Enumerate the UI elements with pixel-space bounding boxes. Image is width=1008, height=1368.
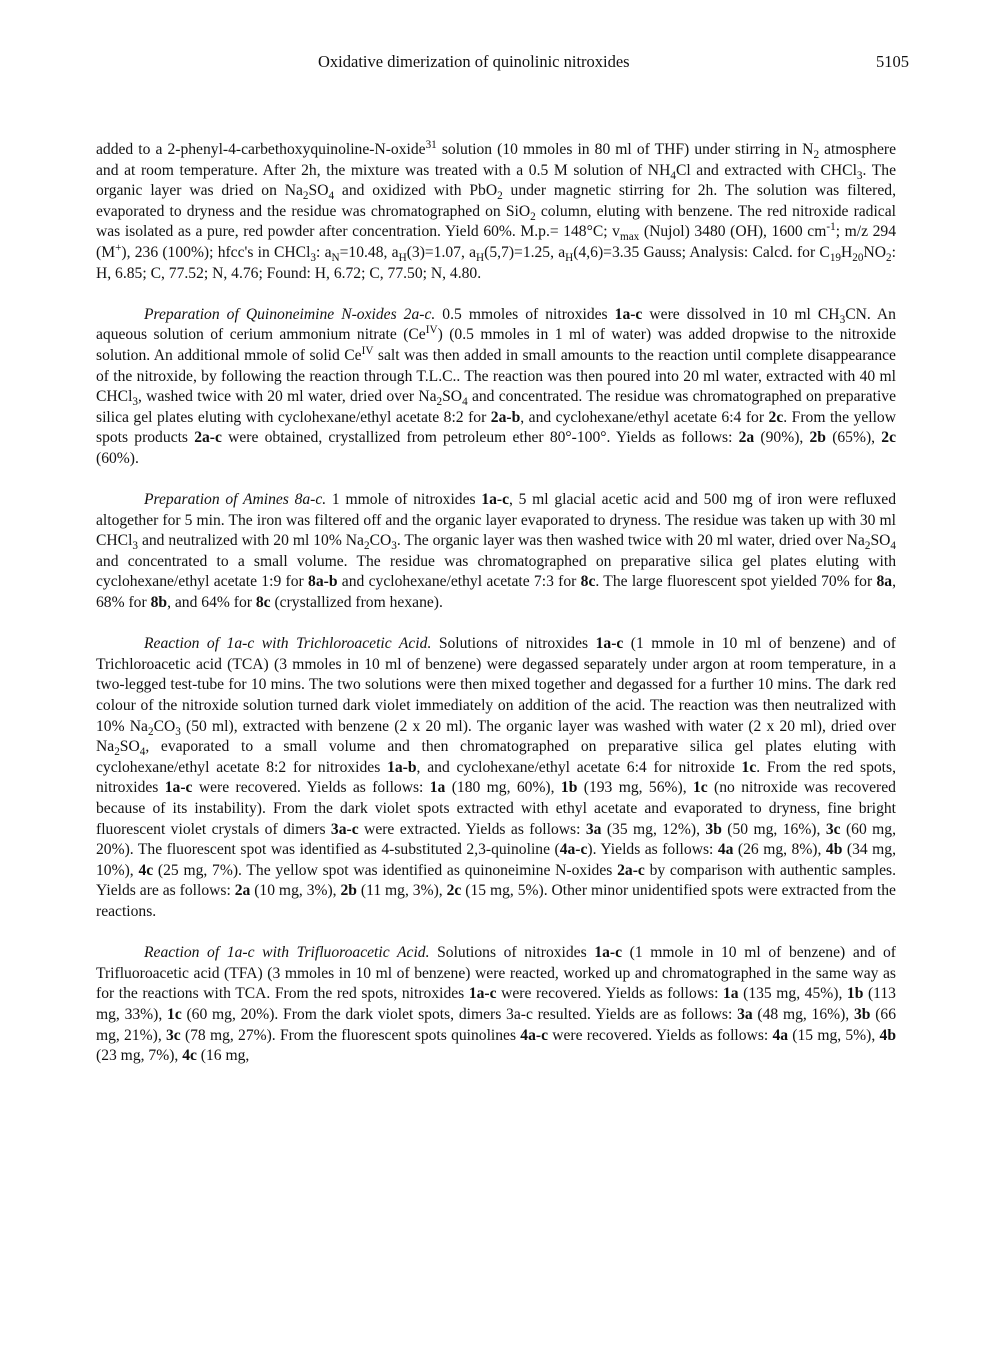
paragraph-heading: Reaction of 1a-c with Trichloroacetic Acid. (144, 635, 432, 653)
paragraph-heading: Preparation of Quinoneimine N-oxides 2a-c. (144, 305, 436, 323)
running-title: Oxidative dimerization of quinolinic nitroxides (318, 52, 630, 71)
page-number: 5105 (876, 52, 909, 71)
paragraph-text: 1 mmole of nitroxides 1a-c, 5 ml glacial acetic acid and 500 mg of iron were refluxed altogether for 5 min. The iron was filtered off and the organic layer evaporated to dryness. The residue was taken up with 30 ml CHCl$_3$ and neutralized with 20 ml 10% $Na_2CO_3$. The organic layer was then washed twice with 20 ml water, dried over $Na_2SO_4$ and concentrated to a small volume. The residue was chromatographed on preparative silica gel plates eluting with cyclohexane/ethyl acetate 1:9 for 8a-b and cyclohexane/ethyl acetate 7:3 for 8c. The large fluorescent spot yielded 70% for 8a, 68% for 8b, and 64% for 8c (crystallized from hexane). (96, 491, 896, 612)
paragraph-amines (96, 490, 896, 614)
paragraph-text: added to a 2-phenyl-4-carbethoxyquinoline-N-oxide$^{31}$ solution (10 mmoles in 80 ml of THF) under stirring in $N_2$ atmosphere and at room temperature. After 2h, the mixture was treated with a 0.5 M solution of $NH_4Cl$ and extracted with CHCl$_3$. The organic layer was dried on $Na_2SO_4$ and oxidized with PbO$_2$ under magnetic stirring for 2h. The solution was filtered, evaporated to dryness and the residue was chromatographed on SiO$_2$ column, eluting with benzene. The red nitroxide radical was isolated as a pure, red powder after concentration. Yield 60%. M.p.= 148°C; $v_{max}$ (Nujol) 3480 (OH), 1600 $cm^{-1}$; m/z 294 (M+), 236 (100%); hfcc's in CHCl$_3$: $a_N=10.48$, $a_H(3)=1.07$, $a_H(5,7)=1.25$, $a_H(4,6)=3.35$ Gauss; Analysis: Calcd. for $C_{19}H_{20}NO_2$: H, 6.85; C, 77.52; N, 4.76; Found: H, 6.72; C, 77.50; N, 4.80. (96, 138, 897, 282)
paragraph-text: Solutions of nitroxides 1a-c (1 mmole in 10 ml of benzene) and of Trichloroacetic acid (TCA) (3 mmoles in 10 ml of benzene) were degassed separately under argon at room temperature, in a two-legged test-tube for 10 mins. The two solutions were then mixed together and degassed for a further 10 mins. The dark red colour of the nitroxide solution turned dark violet immediately on addition of the acid. The reaction was then neutralized with 10% $Na_2CO_3$ (50 ml), extracted with benzene (2 x 20 ml). The organic layer was washed with water (2 x 20 ml), dried over $Na_2SO_4$, evaporated to a small volume and then chromatographed on preparative silica gel plates eluting with cyclohexane/ethyl acetate 8:2 for nitroxides 1a-b, and cyclohexane/ethyl acetate 6:4 for nitroxide 1c. From the red spots, nitroxides 1a-c were recovered. Yields as follows: 1a (180 mg, 60%), 1b (193 mg, 56%), 1c (no nitroxide was recovered because of its instability). From the dark violet spots extracted with ethyl acetate and evaporated to dryness, fine bright fluorescent violet crystals of dimers 3a-c were extracted. Yields as follows: 3a (35 mg, 12%), 3b (50 mg, 16%), 3c (60 mg, 20%). The fluorescent spot was identified as 4-substituted 2,3-quinoline (4a-c). Yields as follows: 4a (26 mg, 8%), 4b (34 mg, 10%), 4c (25 mg, 7%). The yellow spot was identified as quinoneimine N-oxides 2a-c by comparison with authentic samples. Yields are as follows: 2a (10 mg, 3%), 2b (11 mg, 3%), 2c (15 mg, 5%). Other minor unidentified spots were extracted from the reactions. (96, 635, 896, 920)
paragraph-tfa (96, 943, 896, 1067)
paragraph-heading: Reaction of 1a-c with Trifluoroacetic Acid. (144, 944, 430, 962)
article-body (96, 140, 896, 1087)
running-header (0, 52, 1008, 76)
paragraph-heading: Preparation of Amines 8a-c. (144, 491, 327, 509)
paragraph-quinoneimine (96, 305, 896, 470)
paragraph-tca (96, 634, 896, 922)
paragraph-continued (96, 140, 896, 284)
paragraph-text: 0.5 mmoles of nitroxides 1a-c were dissolved in 10 ml $CH_3CN$. An aqueous solution of cerium ammonium nitrate $(Ce^{IV})$ (0.5 mmoles in 1 ml of water) was added dropwise to the nitroxide solution. An additional mmole of solid $Ce^{IV}$ salt was then added in small amounts to the reaction until complete disappearance of the nitroxide, by following the reaction through T.L.C.. The reaction was then poured into 20 ml water, extracted with 40 ml CHCl$_3$, washed twice with 20 ml water, dried over $Na_2SO_4$ and concentrated. The residue was chromatographed on preparative silica gel plates eluting with cyclohexane/ethyl acetate 8:2 for 2a-b, and cyclohexane/ethyl acetate 6:4 for 2c. From the yellow spots products 2a-c were obtained, crystallized from petroleum ether 80°-100°. Yields as follows: 2a (90%), 2b (65%), 2c (60%). (96, 305, 897, 467)
paragraph-text: Solutions of nitroxides 1a-c (1 mmole in 10 ml of benzene) and of Trifluoroacetic acid (TFA) (3 mmoles in 10 ml of benzene) were reacted, worked up and chromatographed in the same way as for the reactions with TCA. From the red spots, nitroxides 1a-c were recovered. Yields as follows: 1a (135 mg, 45%), 1b (113 mg, 33%), 1c (60 mg, 20%). From the dark violet spots, dimers 3a-c resulted. Yields are as follows: 3a (48 mg, 16%), 3b (66 mg, 21%), 3c (78 mg, 27%). From the fluorescent spots quinolines 4a-c were recovered. Yields as follows: 4a (15 mg, 5%), 4b (23 mg, 7%), 4c (16 mg, (96, 944, 896, 1065)
